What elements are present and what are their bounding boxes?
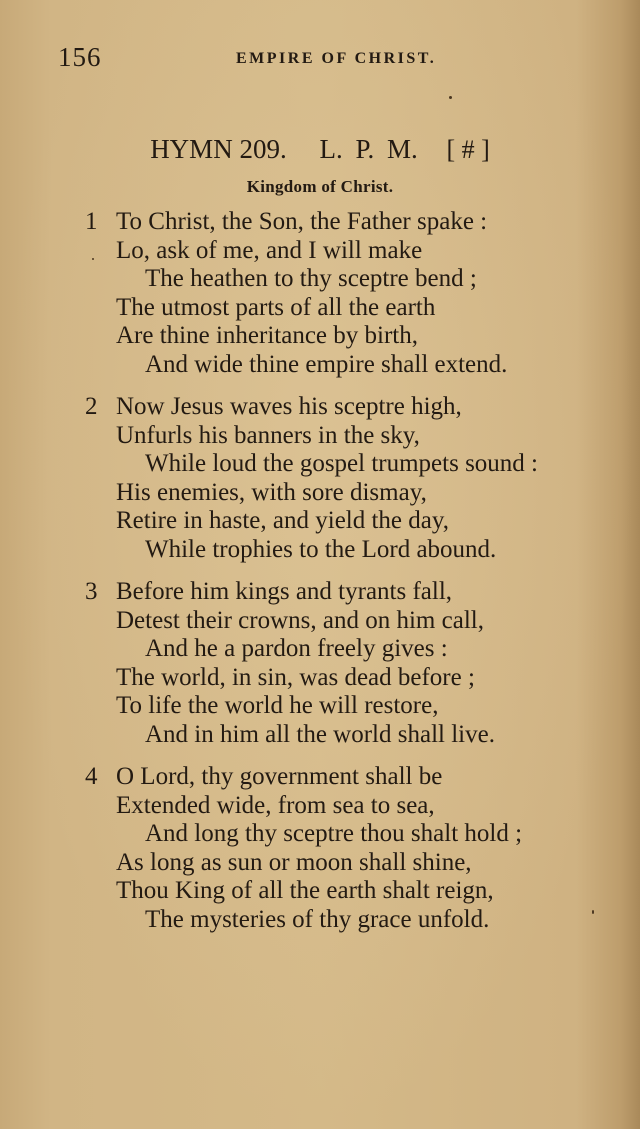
verse-line: The utmost parts of all the earth [116, 293, 436, 321]
verse-line: While trophies to the Lord abound. [145, 535, 497, 563]
paper-speck [592, 910, 594, 914]
stanza-number: 4 [85, 763, 98, 790]
hymn-mark: [ # ] [446, 135, 490, 164]
stanza [0, 578, 640, 749]
verse-line: Retire in haste, and yield the day, [116, 507, 449, 534]
verse-line: Lo, ask of me, and I will make [116, 236, 423, 264]
verse-line: The world, in sin, was dead before ; [116, 663, 475, 691]
verse-line: And in him all the world shall live. [145, 720, 495, 748]
verse-line: To life the world he will restore, [116, 692, 439, 719]
stanza [0, 763, 640, 934]
paper-speck [92, 258, 94, 260]
verse-line: Unfurls his banners in the sky, [116, 421, 420, 449]
verse-line: As long as sun or moon shall shine, [116, 848, 472, 876]
verse-line: O Lord, thy government shall be [116, 763, 443, 790]
running-title: EMPIRE OF CHRIST. [236, 50, 437, 67]
verse-line: Now Jesus waves his sceptre high, [116, 393, 462, 420]
verse-line: His enemies, with sore dismay, [116, 478, 427, 506]
verse-line: Before him kings and tyrants fall, [116, 578, 453, 605]
stanza [0, 393, 640, 564]
verse-line: And he a pardon freely gives : [145, 635, 448, 662]
verse-line: Thou King of all the earth shalt reign, [116, 877, 494, 904]
hymn-heading [0, 134, 640, 165]
stanza-number: 3 [85, 578, 98, 605]
verse-line: To Christ, the Son, the Father spake : [116, 208, 488, 235]
page-number: 156 [58, 42, 102, 72]
verse-line: While loud the gospel trumpets sound : [145, 450, 539, 477]
hymn-number: HYMN 209. [150, 134, 287, 164]
verse-line: Detest their crowns, and on him call, [116, 606, 484, 634]
stanza-list [0, 208, 640, 948]
verse-line: The heathen to thy sceptre bend ; [145, 265, 477, 292]
stanza-number: 1 [85, 208, 98, 235]
hymn-subtitle: Kingdom of Christ. [246, 177, 394, 196]
paper-speck [449, 96, 452, 99]
hymn-meter: L. P. M. [319, 134, 418, 164]
verse-line: And wide thine empire shall extend. [145, 350, 508, 378]
verse-line: And long thy sceptre thou shalt hold ; [145, 820, 523, 847]
stanza [0, 208, 640, 379]
stanza-number: 2 [85, 393, 98, 420]
verse-line: The mysteries of thy grace unfold. [145, 905, 490, 933]
verse-line: Extended wide, from sea to sea, [116, 791, 435, 819]
verse-line: Are thine inheritance by birth, [116, 322, 418, 349]
running-head [58, 42, 580, 78]
